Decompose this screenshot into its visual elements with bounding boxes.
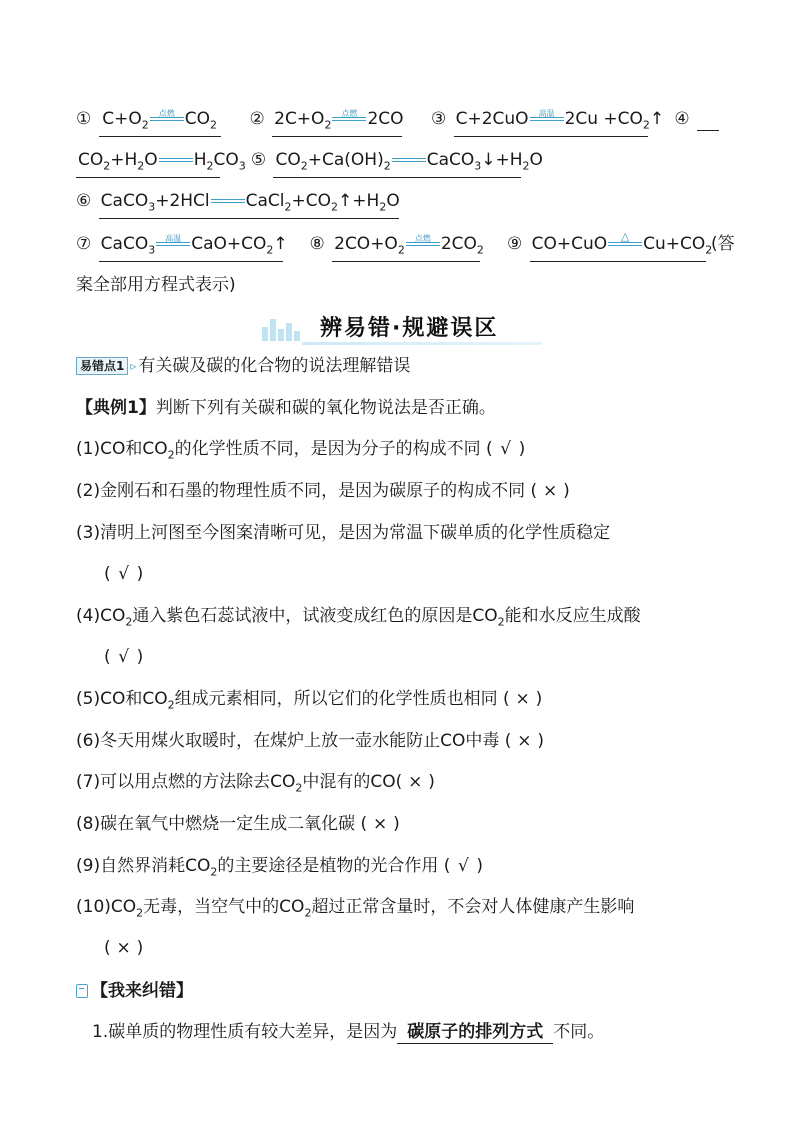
fix-label: 【我来纠错】 xyxy=(91,981,193,1001)
list-item: (3)清明上河图至今图案清晰可见，是因为常温下碳单质的化学性质稳定 xyxy=(76,523,611,543)
equation-line-3 xyxy=(76,190,399,219)
eq1-formula: $C+O_2$ 点燃 $CO_2$ xyxy=(99,108,221,137)
condition-arrow: 高温 xyxy=(530,114,564,124)
list-item: (6)冬天用煤火取暖时，在煤炉上放一壶水能防止CO中毒 ( × ) xyxy=(76,731,545,751)
answer-mark: × xyxy=(408,772,423,792)
section-title-text: 辨易错·规避误区 xyxy=(320,316,499,341)
list-item: (8)碳在氧气中燃烧一定生成二氧化碳 ( × ) xyxy=(76,814,400,834)
list-item-continuation: ( × ) xyxy=(104,938,144,958)
condition-arrow: 点燃 xyxy=(406,239,440,249)
note-text-a: (答 xyxy=(711,234,735,254)
title-underline xyxy=(302,342,542,345)
eq5-number: ⑤ xyxy=(250,150,267,170)
answer-mark: × xyxy=(543,481,558,501)
answer-mark: √ xyxy=(118,647,130,667)
building-decoration-icon xyxy=(262,317,310,341)
list-item: (5)CO和$CO_2$组成元素相同，所以它们的化学性质也相同 ( × ) xyxy=(76,689,543,712)
arrow-right-icon: ▹ xyxy=(130,359,137,373)
condition-arrow: 点燃 xyxy=(332,114,366,124)
equation-line-2 xyxy=(76,149,543,178)
equals-sign xyxy=(211,196,245,206)
note-text-b: 案全部用方程式表示) xyxy=(76,275,236,295)
answer-mark: √ xyxy=(118,564,130,584)
equation-line-4 xyxy=(76,230,735,262)
eq8-number: ⑧ xyxy=(309,234,325,254)
section-title xyxy=(262,309,542,345)
list-item: $(10)CO_2$无毒，当空气中的$CO_2$超过正常含量时，不会对人体健康产生影响 xyxy=(76,897,635,920)
example-label: 【典例1】 xyxy=(76,398,156,418)
equals-sign xyxy=(392,155,426,165)
fix-heading xyxy=(76,980,193,1002)
answer-blank: 碳原子的排列方式 xyxy=(397,1021,553,1044)
example-text: 判断下列有关碳和碳的氧化物说法是否正确。 xyxy=(155,398,496,418)
list-item: (2)金刚石和石墨的物理性质不同，是因为碳原子的构成不同 ( × ) xyxy=(76,481,570,501)
eq4-formula: $CO_2+H_2O$ $H_2CO_3$ xyxy=(76,149,220,178)
list-item: (1)CO和$CO_2$的化学性质不同，是因为分子的构成不同 ( √ ) xyxy=(76,439,526,462)
eq3-number: ③ xyxy=(430,109,447,129)
list-item-continuation: ( √ ) xyxy=(104,647,144,667)
eq9-formula: CO+CuO △ $Cu+CO_2$ xyxy=(530,233,706,262)
list-item-continuation: ( √ ) xyxy=(104,564,144,584)
eq1-number: ① xyxy=(76,109,92,129)
answer-mark: × xyxy=(373,814,388,834)
eq7-number: ⑦ xyxy=(76,234,92,254)
answer-mark: × xyxy=(517,731,532,751)
equation-line-1 xyxy=(76,108,719,137)
equals-sign xyxy=(159,155,193,165)
answer-mark: × xyxy=(515,689,530,709)
eq4-formula-start xyxy=(697,108,719,131)
list-item: $(4)CO_2$通入紫色石蕊试液中，试液变成红色的原因是$CO_2$能和水反应生成酸 xyxy=(76,606,641,629)
answer-mark: √ xyxy=(500,439,512,459)
list-item: (7)可以用点燃的方法除去$CO_2$中混有的CO( × ) xyxy=(76,772,435,795)
pencil-note-icon xyxy=(76,984,88,998)
note-line xyxy=(76,274,236,296)
error-point-text: 有关碳及碳的化合物的说法理解错误 xyxy=(138,356,411,376)
fix-question-1: 1.碳单质的物理性质有较大差异，是因为 碳原子的排列方式 不同。 xyxy=(92,1022,605,1042)
eq2-formula: $2C+O_2$ 点燃 2CO xyxy=(272,108,402,137)
answer-mark: × xyxy=(116,938,131,958)
eq8-formula: $2CO+O_2$ 点燃 $2CO_2$ xyxy=(332,233,480,262)
eq7-formula: CaCO$_3$ 高温 $CaO+CO_2↑$ xyxy=(99,233,283,262)
eq2-number: ② xyxy=(249,109,265,129)
condition-arrow: 点燃 xyxy=(150,114,184,124)
answer-mark: √ xyxy=(457,856,469,876)
error-point-tag: 易错点1 xyxy=(76,357,128,375)
eq5-formula: $CO_2+Ca(OH)_2$ $CaCO_3↓+H_2O$ xyxy=(273,149,521,178)
condition-arrow: △ xyxy=(608,239,642,249)
eq6-formula: CaCO$_3$+2HCl $CaCl_2+CO_2↑+H_2O$ xyxy=(99,190,399,219)
eq9-number: ⑨ xyxy=(506,234,523,254)
eq6-number: ⑥ xyxy=(76,191,92,211)
eq3-formula: C+2CuO 高温 $2Cu +CO_2↑$ xyxy=(454,108,648,137)
condition-arrow: 高温 xyxy=(156,239,190,249)
error-point-heading xyxy=(76,355,410,377)
list-item: (9)自然界消耗$CO_2$的主要途径是植物的光合作用 ( √ ) xyxy=(76,856,484,879)
eq4-number: ④ xyxy=(674,109,690,129)
example-line xyxy=(76,397,496,419)
